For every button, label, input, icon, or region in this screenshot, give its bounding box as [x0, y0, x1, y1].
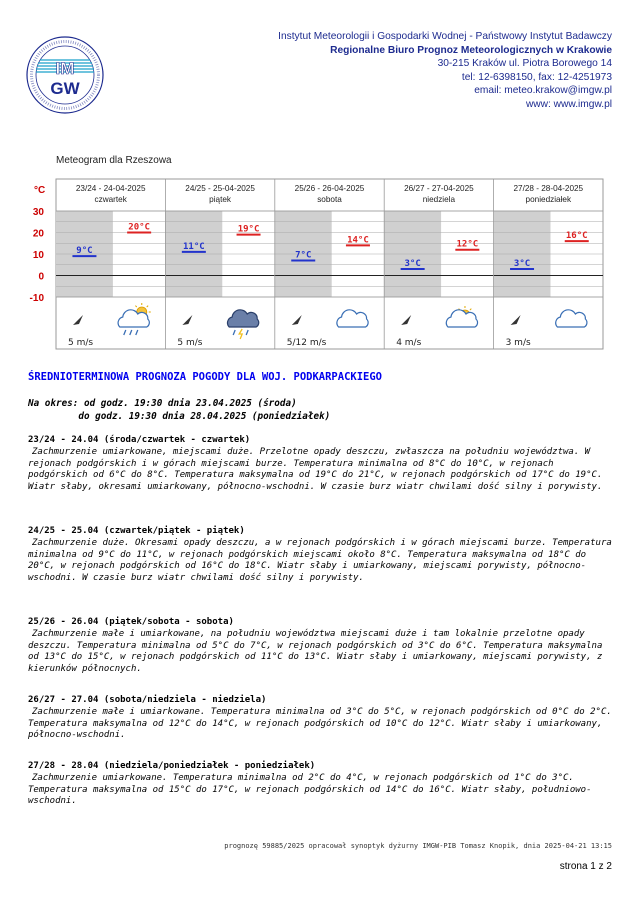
- tmax-label: 16°C: [565, 231, 588, 242]
- section-heading: 23/24 - 24.04 (środa/czwartek - czwartek): [28, 435, 251, 445]
- tmax-label: 12°C: [456, 239, 479, 250]
- day-date: 23/24 - 24-04-2025: [75, 184, 146, 193]
- website: www: www.imgw.pl: [525, 98, 612, 110]
- meteogram: [28, 155, 608, 355]
- tmin-label: 3°C: [513, 259, 531, 270]
- email: email: meteo.krakow@imgw.pl: [474, 85, 612, 97]
- footer-note: prognozę 59885/2025 opracował synoptyk dyżurny IMGW-PIB Tomasz Knopik, dnia 2025-04-21 13:15: [224, 842, 612, 850]
- period-line-1: Na okres: od godz. 19:30 dnia 23.04.2025 (środa): [28, 398, 297, 409]
- section-heading: 24/25 - 25.04 (czwartek/piątek - piątek): [28, 526, 245, 536]
- institute-name: Instytut Meteorologii i Gospodarki Wodnej - Państwowy Instytut Badawczy: [278, 31, 612, 42]
- forecast-section-5: [28, 761, 613, 808]
- wind-speed: 5/12 m/s: [286, 338, 327, 348]
- forecast-section-4: [28, 695, 613, 742]
- tmin-label: 11°C: [183, 241, 205, 252]
- y-tick-label: 10: [32, 250, 44, 261]
- y-tick-label: 20: [32, 228, 44, 240]
- tmin-label: 9°C: [76, 246, 93, 257]
- wind-speed: 5 m/s: [177, 338, 203, 348]
- temperature-unit: °C: [34, 185, 46, 196]
- address: 30-215 Kraków ul. Piotra Borowego 14: [437, 58, 612, 70]
- day-name: poniedziałek: [525, 195, 572, 204]
- day-name: piątek: [209, 195, 232, 204]
- forecast-section-2: [28, 526, 613, 585]
- day-date: 27/28 - 28-04-2025: [513, 184, 584, 193]
- imgw-logo: [26, 36, 104, 114]
- wind-speed: 5 m/s: [68, 338, 94, 348]
- wind-speed: 3 m/s: [505, 338, 531, 348]
- period-line-2: do godz. 19:30 dnia 28.04.2025 (poniedziałek): [28, 410, 331, 422]
- page-number: strona 1 z 2: [559, 861, 612, 872]
- forecast-section-3: [28, 617, 613, 676]
- logo-text-top: IM: [55, 59, 75, 78]
- y-tick-label: 30: [32, 207, 44, 218]
- day-date: 24/25 - 25-04-2025: [185, 184, 255, 193]
- section-heading: 27/28 - 28.04 (niedziela/poniedziałek - poniedziałek): [28, 761, 316, 771]
- tmax-label: 20°C: [128, 222, 150, 233]
- wind-speed: 4 m/s: [396, 338, 422, 348]
- section-body: Zachmurzenie duże. Okresami opady deszczu, a w rejonach podgórskich i w górach miejscami burze. Temperatura minimalna od 9°C do 11°C, w rejonach podgórskich miejscami około 8°C. Temperatura maksymalna od 18°C do 20°C, w rejonach podgórskich od 16°C do 18°C. Wiatr słaby i umiarkowany, miejscami porywisty, północno-wschodni. W czasie burz wiatr chwilami dość silny i porywisty.: [28, 537, 612, 584]
- meteogram-title: Meteogram dla Rzeszowa: [56, 155, 172, 166]
- section-body: Zachmurzenie małe i umiarkowane. Temperatura minimalna od 3°C do 5°C, w rejonach podgórskich od 0°C do 2°C. Temperatura maksymalna od 12°C do 14°C, w rejonach podgórskich od 10°C do 12°C. Wiatr słaby i umiarkowany, północno-wschodni.: [28, 706, 612, 741]
- section-body: Zachmurzenie umiarkowane, miejscami duże. Przelotne opady deszczu, zwłaszcza na południu województwa. W rejonach podgórskich i w górach miejscami burze. Temperatura minimalna od 8°C do 10°C, w rejonach podgórskich od 6°C do 8°C. Temperatura maksymalna od 19°C do 21°C, w rejonach podgórskich od 17°C do 19°C. Wiatr słaby, okresami umiarkowany, północno-wschodni. W czasie burz wiatr chwilami dość silny i porywisty.: [28, 446, 603, 493]
- section-body: Zachmurzenie małe i umiarkowane, na południu województwa miejscami duże i tam lokalnie przelotne opady deszczu. Temperatura minimalna od 5°C do 7°C, w rejonach podgórskich od 3°C do 6°C. Temperatura maksymalna od 13°C do 15°C, w rejonach podgórskich od 11°C do 13°C. Wiatr słaby i umiarkowany, miejscami porywisty, z kierunków północnych.: [28, 628, 603, 675]
- tmin-label: 3°C: [404, 259, 421, 270]
- section-body: Zachmurzenie umiarkowane. Temperatura minimalna od 2°C do 4°C, w rejonach podgórskich od 1°C do 3°C. Temperatura maksymalna od 15°C do 17°C, w rejonach podgórskich od 14°C do 16°C. Wiatr słaby, południowo-wschodni.: [28, 772, 592, 807]
- tmin-label: 7°C: [295, 250, 312, 261]
- tmax-label: 14°C: [347, 235, 369, 246]
- phone-fax: tel: 12-6398150, fax: 12-4251973: [461, 71, 612, 83]
- y-tick-label: -10: [29, 293, 44, 304]
- day-date: 25/26 - 26-04-2025: [294, 184, 365, 193]
- office-name: Regionalne Biuro Prognoz Meteorologicznych w Krakowie: [330, 44, 612, 56]
- tmax-label: 19°C: [237, 224, 260, 235]
- section-heading: 25/26 - 26.04 (piątek/sobota - sobota): [28, 617, 234, 627]
- day-name: niedziela: [422, 195, 456, 204]
- forecast-title: ŚREDNIOTERMINOWA PROGNOZA POGODY DLA WOJ. PODKARPACKIEGO: [28, 371, 383, 383]
- logo-text-bottom: GW: [50, 79, 80, 98]
- day-name: sobota: [317, 195, 342, 204]
- y-tick-label: 0: [38, 271, 44, 283]
- day-name: czwartek: [94, 195, 127, 204]
- section-heading: 26/27 - 27.04 (sobota/niedziela - niedziela): [28, 695, 267, 705]
- forecast-section-1: [28, 435, 613, 494]
- institute-header: [278, 30, 612, 112]
- meteogram-chart: [28, 155, 608, 355]
- day-date: 26/27 - 27-04-2025: [404, 184, 474, 193]
- forecast-period: [28, 398, 330, 423]
